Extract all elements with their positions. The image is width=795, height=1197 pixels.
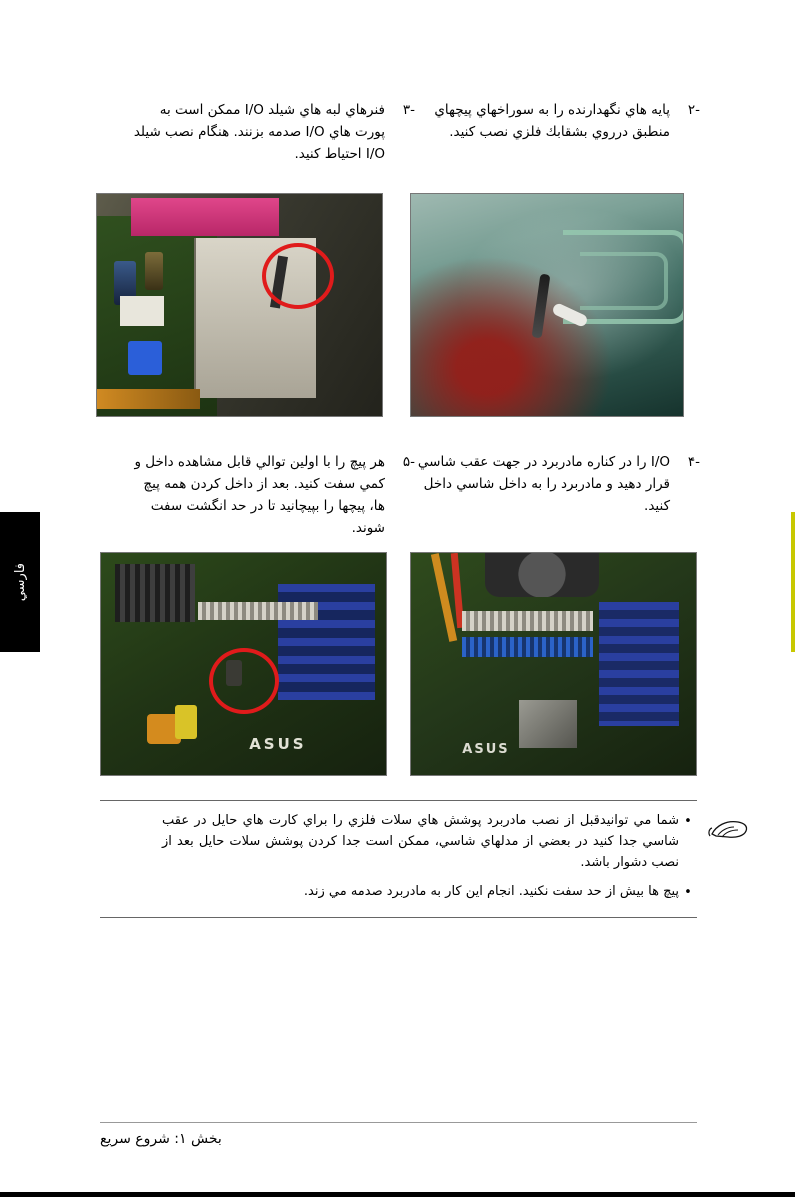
pink-card-shape: [131, 198, 279, 236]
note-body: [100, 801, 697, 917]
step-3-text: فنرهاي لبه هاي شيلد I/O ممكن است به پورت هاي I/O صدمه بزنند. هنگام نصب شيلد I/O احتياط كنيد.: [133, 102, 385, 162]
fan-shape: [485, 552, 599, 597]
bracket-inner-shape: [580, 252, 668, 310]
pointing-hand-icon: [706, 814, 752, 844]
photo-content: [411, 553, 696, 775]
chassis-standoff-photo: [410, 193, 684, 417]
photo-content: [97, 194, 382, 416]
orange-strip-shape: [97, 389, 200, 409]
step-3-number: -۳: [402, 102, 415, 118]
dimm-slot-shape: [198, 602, 318, 620]
connector-shape: [120, 296, 164, 326]
photo-content: [411, 194, 683, 416]
red-highlight-circle: [209, 648, 279, 714]
red-highlight-circle: [262, 243, 334, 309]
capacitor-shape: [145, 252, 163, 290]
bullet-icon: •: [684, 885, 692, 901]
bullet-icon: •: [684, 814, 692, 829]
hook-shape: [532, 274, 551, 339]
side-accent-bar: [791, 512, 795, 652]
footer: [100, 1122, 697, 1147]
heatsink-shape: [115, 564, 195, 622]
chipset-shape: [519, 700, 577, 748]
footer-rule: [100, 1122, 697, 1123]
step-4: [415, 452, 700, 518]
step-2-text: پايه هاي نگهدارنده را به سوراخهاي پيچهاي منطبق درروي بشقابك فلزي نصب كنيد.: [434, 102, 670, 140]
step-2-number: -۲: [687, 102, 700, 118]
side-tab: [0, 512, 40, 652]
photo-content: [101, 553, 386, 775]
step-5: [130, 452, 415, 539]
step-5-number: -۵: [402, 454, 415, 470]
note-item: [100, 810, 697, 873]
step-2: [415, 100, 700, 144]
step-3: [130, 100, 415, 166]
note-item-text: شما مي توانيدقبل از نصب مادربرد پوشش هاي سلات فلزي را براي كارت هاي حايل در عقب شاسي جدا كنيد در بعضي از مدلهاي شاسي، ممكن است جدا كردن پوشش سلات حايل بعد از نصب دشوار باشد.: [162, 813, 679, 871]
asus-silkscreen: ASUS: [249, 734, 307, 753]
blue-connector-shape: [128, 341, 162, 375]
note-bottom-rule: [100, 917, 697, 918]
note-item: [100, 881, 697, 903]
step-5-text: هر پيچ را با اولين توالي قابل مشاهده داخل و كمي سفت كنيد. بعد از داخل كردن همه پيچ ها، پيچها را بپيچانيد تا در حد انگشت سفت شوند.: [134, 454, 385, 536]
io-shield-photo: [96, 193, 383, 417]
page-bottom-bar: [0, 1192, 795, 1197]
dimm-slot-shape: [462, 611, 593, 631]
note-box: [100, 800, 697, 918]
asus-silkscreen: ASUS: [462, 742, 510, 758]
expansion-slots-shape: [599, 602, 679, 726]
step-4-text: I/O را در كناره مادربرد در جهت عقب شاسي قرار دهيد و مادربرد را به داخل شاسي داخل كنيد.: [417, 454, 670, 514]
step-4-number: -۴: [687, 454, 700, 470]
motherboard-in-chassis-photo: [410, 552, 697, 776]
motherboard-screw-photo: [100, 552, 387, 776]
note-item-text: پيچ ها بيش از حد سفت نكنيد. انجام اين كار به مادربرد صدمه مي زند.: [303, 884, 679, 900]
yellow-connector-shape: [175, 705, 197, 739]
dimm-slot-shape: [462, 637, 593, 657]
footer-text: بخش ۱: شروع سريع: [100, 1131, 222, 1147]
side-tab-label: فارسي: [12, 562, 28, 602]
